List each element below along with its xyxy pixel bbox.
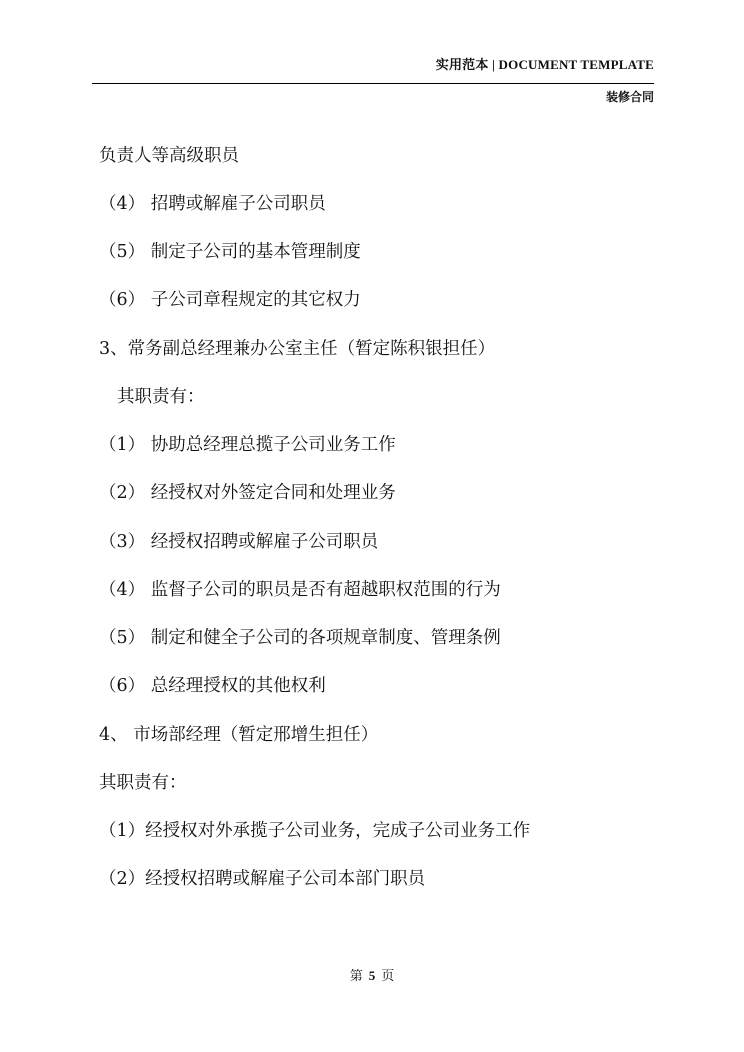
body-line: 其职责有：	[117, 387, 205, 407]
body-line: （6） 总经理授权的其他权利	[99, 676, 326, 696]
body-line: （6） 子公司章程规定的其它权力	[99, 290, 361, 310]
page-number-suffix: 页	[381, 969, 395, 984]
body-line: （3） 经授权招聘或解雇子公司职员	[99, 532, 379, 552]
body-line: （1）经授权对外承揽子公司业务，完成子公司业务工作	[99, 821, 531, 841]
body-line: （5） 制定子公司的基本管理制度	[99, 242, 361, 262]
page-footer	[0, 965, 744, 984]
body-line: （4） 监督子公司的职员是否有超越职权范围的行为	[99, 580, 501, 600]
body-line: （5） 制定和健全子公司的各项规章制度、管理条例	[99, 628, 501, 648]
page-number: 5	[368, 968, 376, 983]
header-divider	[92, 83, 654, 84]
body-line: 其职责有：	[99, 773, 187, 793]
body-line: （1） 协助总经理总揽子公司业务工作	[99, 435, 396, 455]
body-line: 3、常务副总经理兼办公室主任（暂定陈积银担任）	[99, 339, 496, 359]
body-line: （2） 经授权对外签定合同和处理业务	[99, 483, 396, 503]
header-title: 实用范本 | DOCUMENT TEMPLATE	[435, 57, 654, 72]
body-line: 负责人等高级职员	[99, 146, 239, 166]
page-header	[92, 50, 654, 106]
page-number-prefix: 第	[349, 969, 363, 984]
header-subtitle: 装修合同	[605, 90, 654, 104]
body-line: （2）经授权招聘或解雇子公司本部门职员	[99, 869, 426, 889]
body-line: （4） 招聘或解雇子公司职员	[99, 194, 326, 214]
body-line: 4、 市场部经理（暂定邢增生担任）	[99, 725, 379, 745]
